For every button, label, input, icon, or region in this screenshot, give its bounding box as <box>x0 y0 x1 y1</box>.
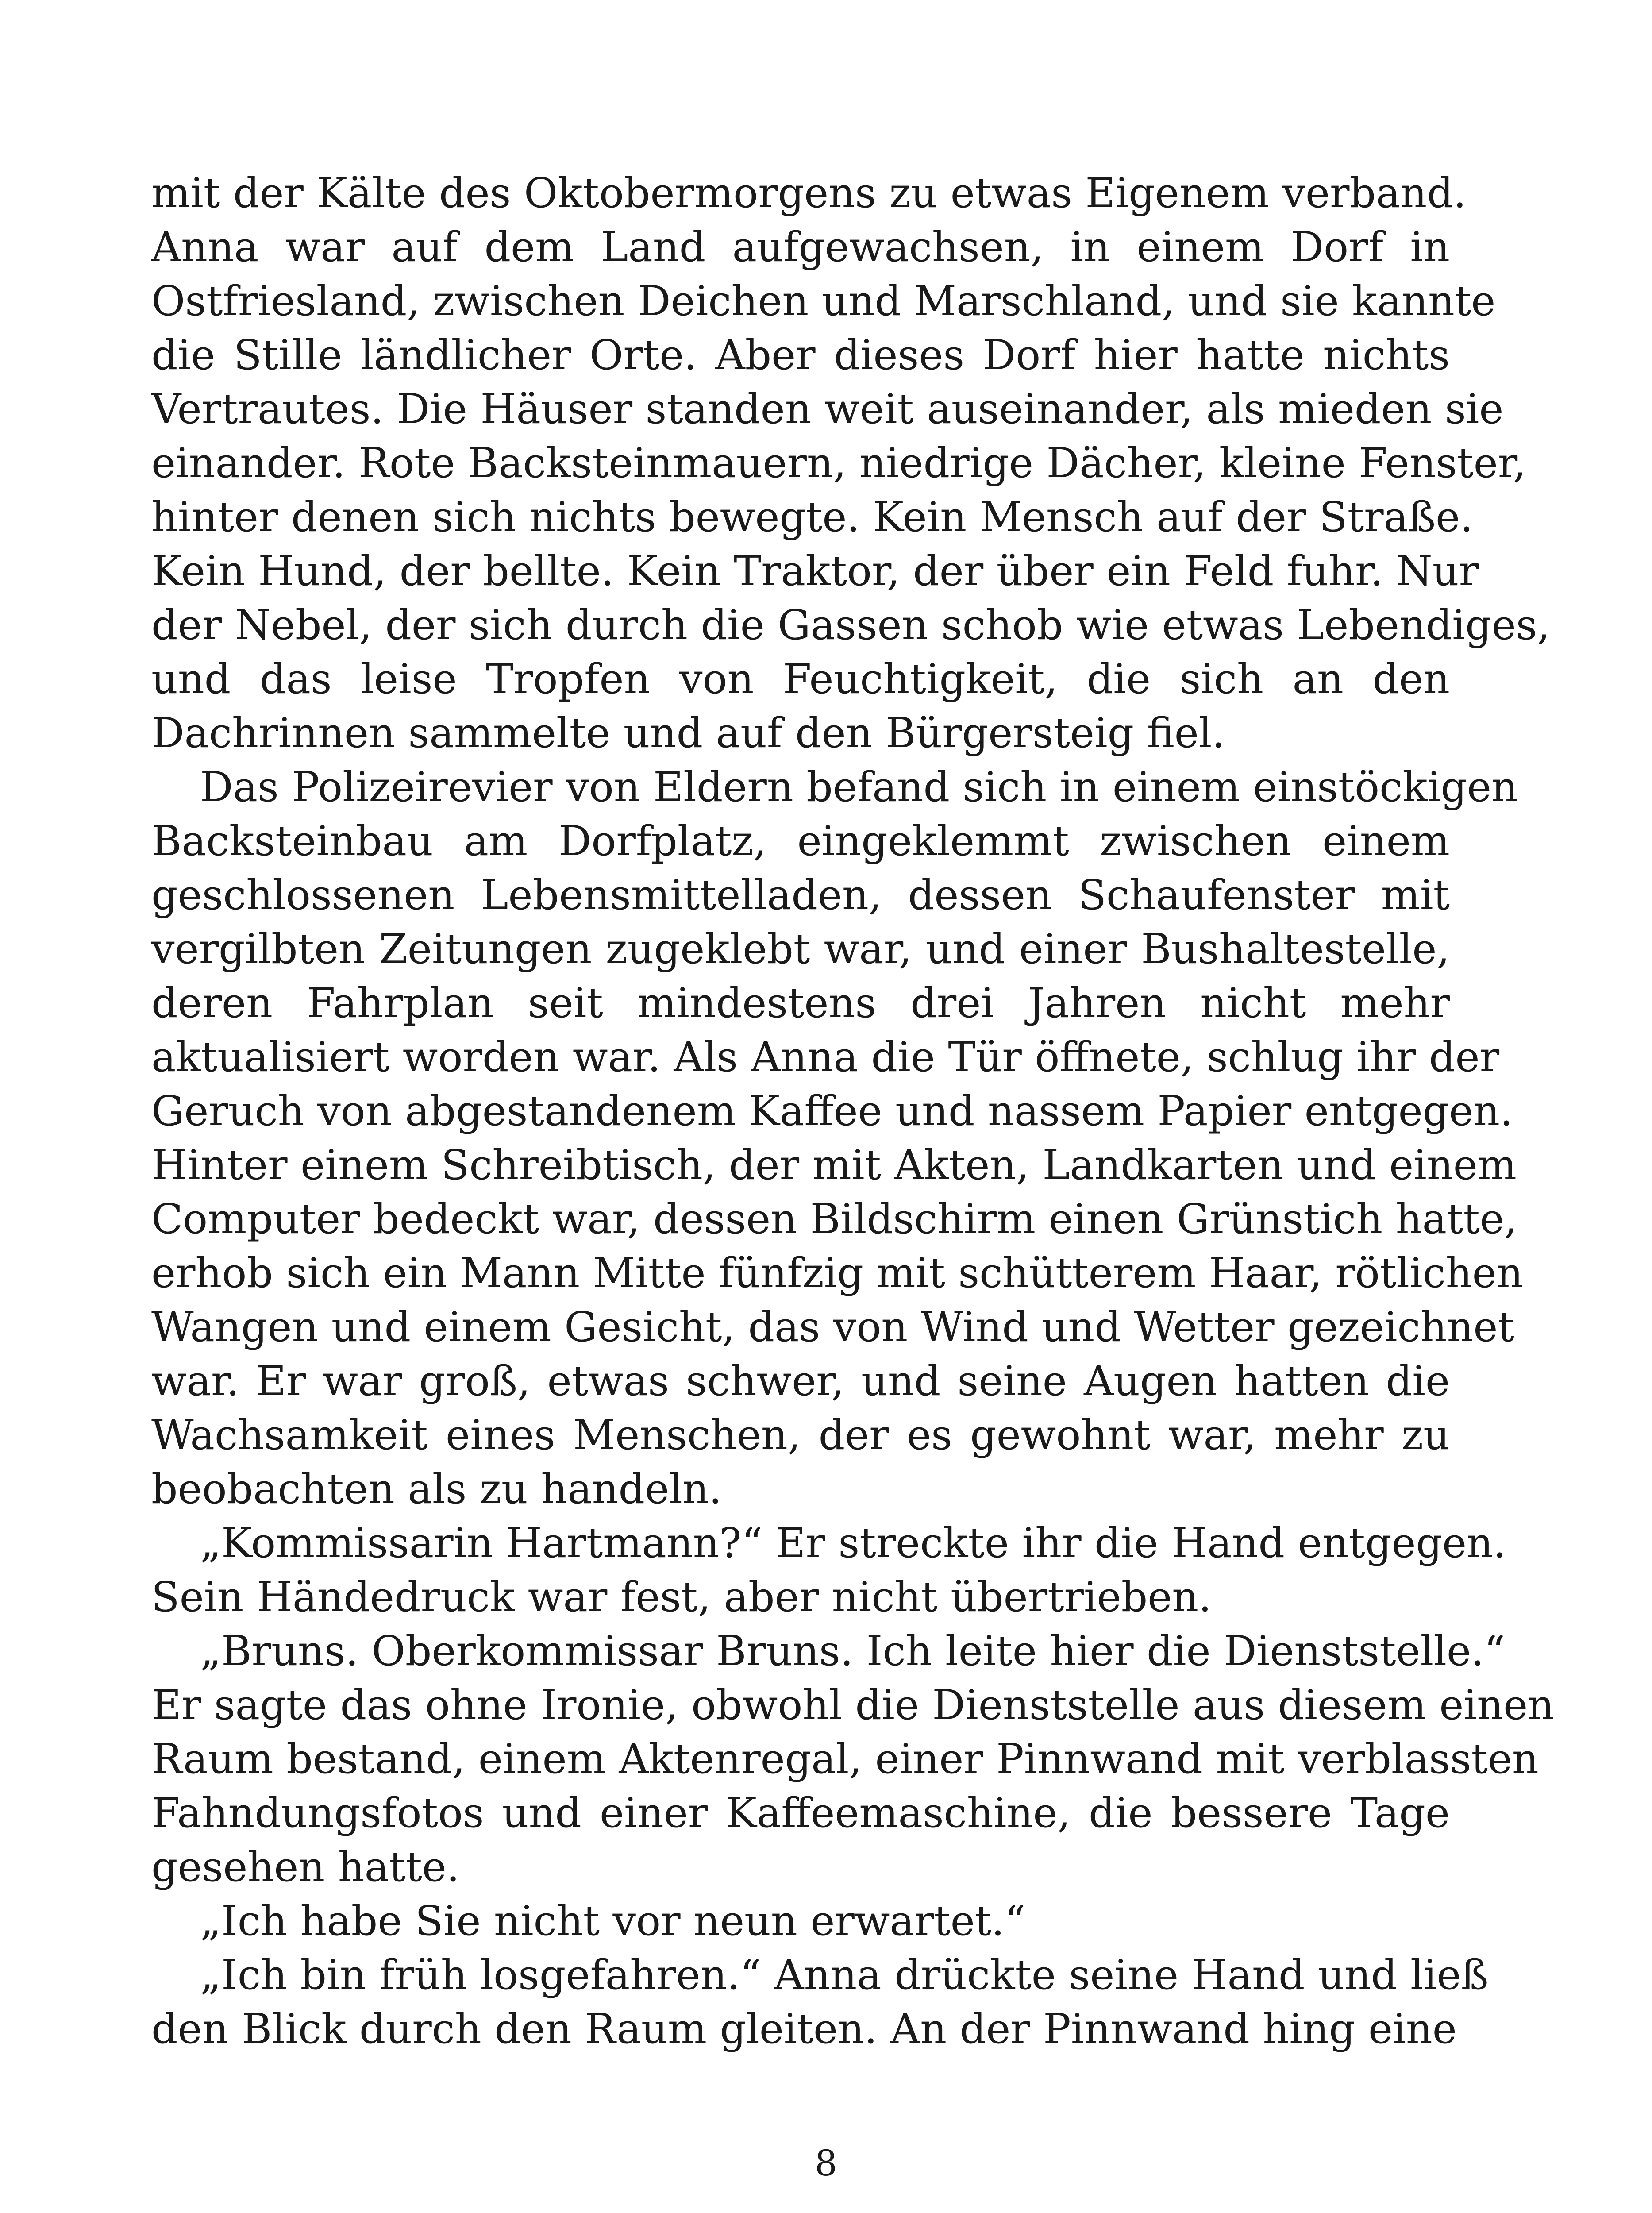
text-line: Geruch von abgestandenem Kaffee und nassem Papier entgegen. <box>151 1087 1513 1135</box>
text-line: Sein Händedruck war fest, aber nicht übertrieben. <box>151 1573 1212 1621</box>
text-line: gesehen hatte. <box>151 1843 460 1891</box>
text-line: Er sagte das ohne Ironie, obwohl die Dienststelle aus diesem einen <box>151 1681 1555 1729</box>
text-line: Computer bedeckt war, dessen Bildschirm einen Grünstich hatte, <box>151 1195 1517 1243</box>
text-line: der Nebel, der sich durch die Gassen schob wie etwas Lebendiges, <box>151 601 1550 649</box>
text-line: deren Fahrplan seit mindestens drei Jahren nicht mehr <box>151 979 1450 1027</box>
text-line: erhob sich ein Mann Mitte fünfzig mit schütterem Haar, rötlichen <box>151 1249 1523 1297</box>
text-line: mit der Kälte des Oktobermorgens zu etwas Eigenem verband. <box>151 169 1467 217</box>
text-line: einander. Rote Backsteinmauern, niedrige Dächer, kleine Fenster, <box>151 439 1526 487</box>
paragraph <box>151 1948 1489 2056</box>
text-line: Ostfriesland, zwischen Deichen und Marschland, und sie kannte <box>151 277 1496 325</box>
paragraph <box>151 760 1523 1516</box>
text-line: und das leise Tropfen von Feuchtigkeit, die sich an den <box>151 655 1450 703</box>
text-line: Wachsamkeit eines Menschen, der es gewohnt war, mehr zu <box>151 1411 1450 1459</box>
text-line: Wangen und einem Gesicht, das von Wind und Wetter gezeichnet <box>151 1303 1514 1351</box>
text-line: Raum bestand, einem Aktenregal, einer Pinnwand mit verblassten <box>151 1735 1539 1783</box>
text-line: Das Polizeirevier von Eldern befand sich in einem einstöckigen <box>200 763 1518 811</box>
text-line: den Blick durch den Raum gleiten. An der Pinnwand hing eine <box>151 2005 1457 2053</box>
body-text <box>151 166 1555 2056</box>
text-line: Kein Hund, der bellte. Kein Traktor, der über ein Feld fuhr. Nur <box>151 547 1479 595</box>
text-line: „Bruns. Oberkommissar Bruns. Ich leite hier die Dienststelle.“ <box>200 1627 1506 1675</box>
text-line: Hinter einem Schreibtisch, der mit Akten, Landkarten und einem <box>151 1141 1517 1189</box>
text-line: „Ich habe Sie nicht vor neun erwartet.“ <box>200 1897 1026 1945</box>
text-line: geschlossenen Lebensmittelladen, dessen Schaufenster mit <box>151 871 1450 919</box>
text-line: vergilbten Zeitungen zugeklebt war, und einer Bushaltestelle, <box>151 925 1450 973</box>
text-line: Anna war auf dem Land aufgewachsen, in einem Dorf in <box>151 223 1450 271</box>
text-line: Fahndungsfotos und einer Kaffeemaschine, die bessere Tage <box>151 1789 1450 1837</box>
paragraph <box>151 1516 1506 1624</box>
text-line: hinter denen sich nichts bewegte. Kein Mensch auf der Straße. <box>151 493 1473 541</box>
paragraph <box>151 1894 1450 1948</box>
page-number: 8 <box>815 2143 837 2184</box>
text-line: die Stille ländlicher Orte. Aber dieses Dorf hier hatte nichts <box>151 331 1450 379</box>
text-line: Backsteinbau am Dorfplatz, eingeklemmt zwischen einem <box>151 817 1450 865</box>
text-line: Dachrinnen sammelte und auf den Bürgersteig fiel. <box>151 709 1225 757</box>
text-line: „Kommissarin Hartmann?“ Er streckte ihr die Hand entgegen. <box>200 1519 1506 1567</box>
text-line: Vertrautes. Die Häuser standen weit auseinander, als mieden sie <box>151 385 1504 433</box>
paragraph <box>151 166 1550 760</box>
text-line: „Ich bin früh losgefahren.“ Anna drückte seine Hand und ließ <box>200 1951 1489 1999</box>
text-line: beobachten als zu handeln. <box>151 1465 722 1513</box>
text-line: war. Er war groß, etwas schwer, und seine Augen hatten die <box>151 1357 1450 1405</box>
text-line: aktualisiert worden war. Als Anna die Tür öffnete, schlug ihr der <box>151 1033 1500 1081</box>
paragraph <box>151 1624 1555 1894</box>
